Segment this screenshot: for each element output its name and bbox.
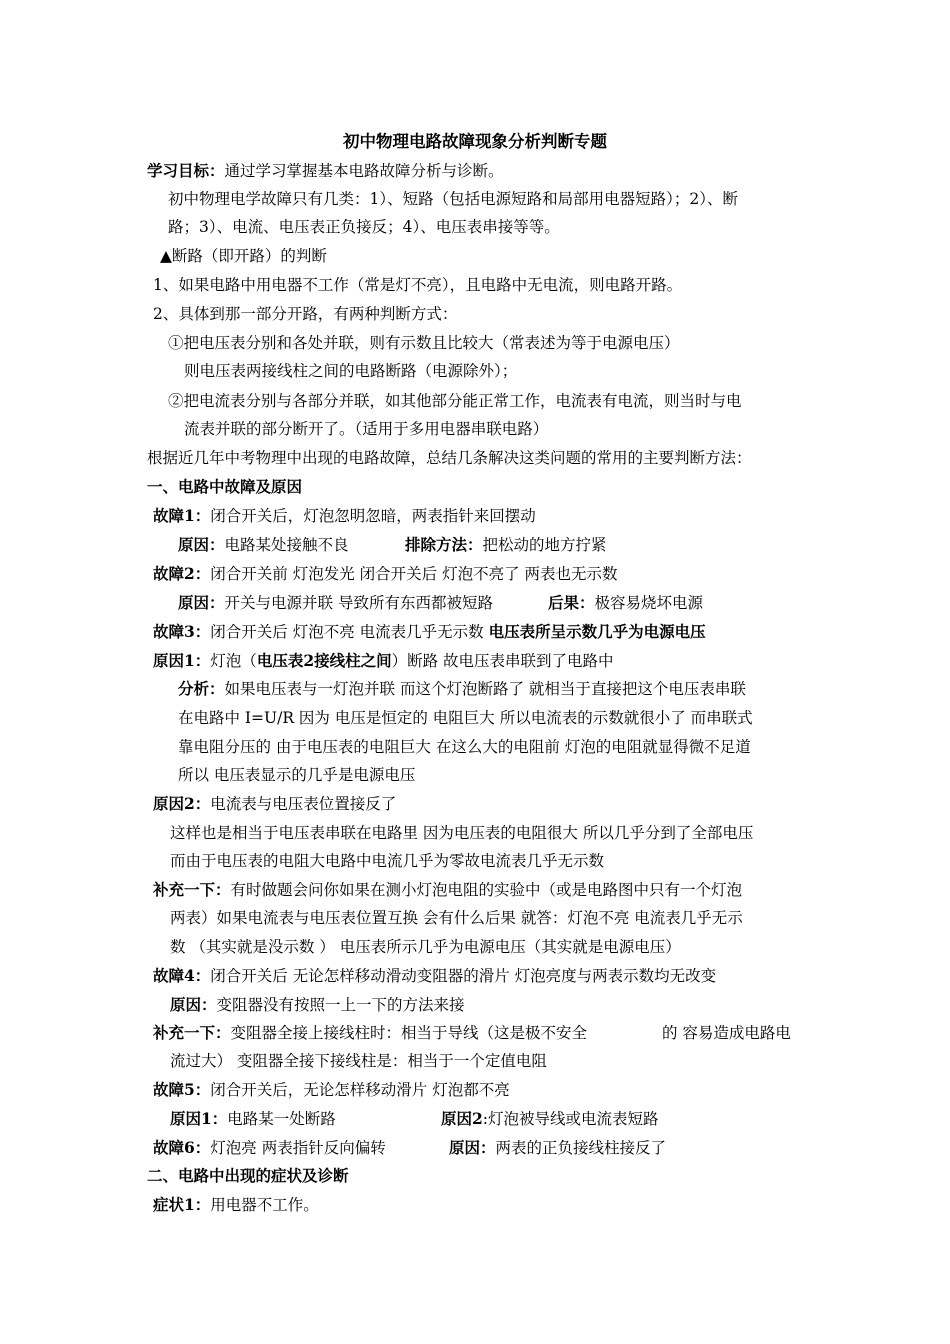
method-2-line-2: 流表并联的部分断开了。（适用于多用电器串联电路） — [184, 420, 549, 438]
fault-6-cause — [449, 1137, 666, 1159]
fault-1-label: 故障1： — [153, 506, 211, 525]
fault-types-line-2: 路；3）、电流、电压表正负接反；4）、电压表串接等等。 — [168, 218, 560, 236]
fault-2-result-label: 后果： — [548, 593, 595, 612]
goal-label: 学习目标： — [147, 161, 225, 180]
fault-4 — [153, 965, 716, 987]
fault-1-cause-label: 原因： — [178, 535, 225, 554]
fault-6-cause-text: 两表的正负接线柱接反了 — [495, 1139, 667, 1157]
fault-4-text: 闭合开关后 无论怎样移动滑动变阻器的滑片 灯泡亮度与两表示数均无改变 — [210, 967, 717, 985]
fault-4-cause-text: 变阻器没有按照一上一下的方法来接 — [216, 996, 465, 1014]
supplement-2-line-2: 流过大） 变阻器全接下接线柱是：相当于一个定值电阻 — [170, 1052, 547, 1070]
rule-2: 2、具体到那一部分开路，有两种判断方式： — [153, 305, 458, 323]
analysis-line-1 — [178, 678, 746, 700]
page-title: 初中物理电路故障现象分析判断专题 — [343, 132, 607, 151]
symptom-1-label: 症状1： — [153, 1195, 211, 1214]
fault-5 — [153, 1079, 510, 1101]
supplement-1-line-2: 两表）如果电流表与电压表位置互换 会有什么后果 就答：灯泡不亮 电流表几乎无示 — [170, 909, 743, 927]
cause-1-label: 原因1： — [153, 651, 211, 670]
goal-text: 通过学习掌握基本电路故障分析与诊断。 — [224, 162, 504, 180]
cause-1-bold: 电压表2接线柱之间 — [256, 651, 392, 670]
supplement-2-text-1: 变阻器全接上接线柱时：相当于导线（这是极不安全 — [230, 1024, 588, 1042]
fault-2-result-text: 极容易烧坏电源 — [594, 594, 704, 612]
supplement-1-line-1 — [153, 879, 742, 901]
fault-6-cause-label: 原因： — [449, 1138, 496, 1157]
cause-2-explanation-2: 而由于电压表的电阻大电路中电流几乎为零故电流表几乎无示数 — [170, 852, 605, 870]
fault-2-cause-label: 原因： — [178, 593, 225, 612]
fault-2-label: 故障2： — [153, 564, 211, 583]
method-2-line-1: ②把电流表分别与各部分并联，如其他部分能正常工作，电流表有电流，则当时与电 — [168, 392, 742, 410]
analysis-line-2: 在电路中 I=U/R 因为 电压是恒定的 电阻巨大 所以电流表的示数就很小了 而串联式 — [178, 709, 753, 727]
fault-5-cause-2-text: :灯泡被导线或电流表短路 — [482, 1110, 659, 1128]
fault-3-label: 故障3： — [153, 622, 211, 641]
open-circuit-heading: ▲断路（即开路）的判断 — [160, 247, 327, 265]
fault-5-cause-2-label: 原因2 — [441, 1109, 483, 1128]
method-1-line-1: ①把电压表分别和各处并联，则有示数且比较大（常表述为等于电源电压） — [168, 334, 680, 352]
fault-1-fix-text: 把松动的地方拧紧 — [482, 536, 607, 554]
method-1-line-2: 则电压表两接线柱之间的电路断路（电源除外）； — [184, 362, 518, 380]
cause-1-text-b: ）断路 故电压表串联到了电路中 — [391, 652, 614, 670]
fault-5-label: 故障5： — [153, 1080, 211, 1099]
fault-6 — [153, 1137, 386, 1159]
fault-4-cause — [170, 994, 465, 1016]
fault-1-fix-label: 排除方法： — [405, 535, 483, 554]
supplement-1-line-3: 数 （其实就是没示数 ） 电压表所示几乎为电源电压（其实就是电源电压） — [170, 938, 681, 956]
symptom-1-text: 用电器不工作。 — [210, 1196, 319, 1214]
fault-3-text: 闭合开关后 灯泡不亮 电流表几乎无示数 — [210, 623, 489, 641]
summary-line: 根据近几年中考物理中出现的电路故障，总结几条解决这类问题的常用的主要判断方法： — [147, 449, 752, 467]
analysis-line-3: 靠电阻分压的 由于电压表的电阻巨大 在这么大的电阻前 灯泡的电阻就显得微不足道 — [178, 738, 751, 756]
fault-1-cause — [178, 534, 349, 556]
fault-3-cause-2 — [153, 793, 396, 815]
fault-2-result — [548, 592, 703, 614]
fault-4-label: 故障4： — [153, 966, 211, 985]
cause-1-text-a: 灯泡（ — [210, 652, 257, 670]
fault-3-cause-1 — [153, 650, 614, 672]
fault-6-label: 故障6： — [153, 1138, 211, 1157]
fault-5-text: 闭合开关后，无论怎样移动滑片 灯泡都不亮 — [210, 1081, 510, 1099]
rule-1: 1、如果电路中用电器不工作（常是灯不亮），且电路中无电流，则电路开路。 — [153, 276, 683, 294]
fault-types-line-1: 初中物理电学故障只有几类：1）、短路（包括电源短路和局部用电器短路）；2）、断 — [168, 190, 738, 208]
fault-5-cause-1 — [170, 1108, 336, 1130]
fault-2-cause-text: 开关与电源并联 导致所有东西都被短路 — [224, 594, 493, 612]
section-2-heading: 二、电路中出现的症状及诊断 — [147, 1166, 349, 1185]
fault-5-cause-1-label: 原因1： — [170, 1109, 228, 1128]
fault-5-cause-2 — [441, 1108, 659, 1130]
supplement-1-text-1: 有时做题会问你如果在测小灯泡电阻的实验中（或是电路图中只有一个灯泡 — [230, 881, 743, 899]
fault-6-text: 灯泡亮 两表指针反向偏转 — [210, 1139, 386, 1157]
fault-1-text: 闭合开关后，灯泡忽明忽暗，两表指针来回摆动 — [210, 507, 536, 525]
fault-3 — [153, 621, 706, 643]
fault-2 — [153, 563, 618, 585]
analysis-text-1: 如果电压表与一灯泡并联 而这个灯泡断路了 就相当于直接把这个电压表串联 — [224, 680, 746, 698]
analysis-line-4: 所以 电压表显示的几乎是电源电压 — [178, 766, 416, 784]
cause-2-label: 原因2： — [153, 794, 211, 813]
fault-2-cause — [178, 592, 493, 614]
analysis-label: 分析： — [178, 679, 225, 698]
supplement-2-line-1b: 的 容易造成电路电 — [662, 1024, 791, 1042]
section-1-heading: 一、电路中故障及原因 — [147, 477, 303, 496]
fault-1-cause-text: 电路某处接触不良 — [224, 536, 349, 554]
cause-2-explanation-1: 这样也是相当于电压表串联在电路里 因为电压表的电阻很大 所以几乎分到了全部电压 — [170, 824, 754, 842]
supplement-1-label: 补充一下： — [153, 880, 231, 899]
fault-1 — [153, 505, 536, 527]
symptom-1 — [153, 1194, 319, 1216]
fault-2-text: 闭合开关前 灯泡发光 闭合开关后 灯泡不亮了 两表也无示数 — [210, 565, 618, 583]
fault-3-bold: 电压表所呈示数几乎为电源电压 — [488, 622, 706, 641]
supplement-2-label: 补充一下： — [153, 1023, 231, 1042]
learning-goal — [147, 160, 504, 182]
cause-2-text: 电流表与电压表位置接反了 — [210, 795, 397, 813]
fault-5-cause-1-text: 电路某一处断路 — [227, 1110, 336, 1128]
supplement-2-line-1 — [153, 1022, 587, 1044]
fault-1-fix — [405, 534, 607, 556]
fault-4-cause-label: 原因： — [170, 995, 217, 1014]
